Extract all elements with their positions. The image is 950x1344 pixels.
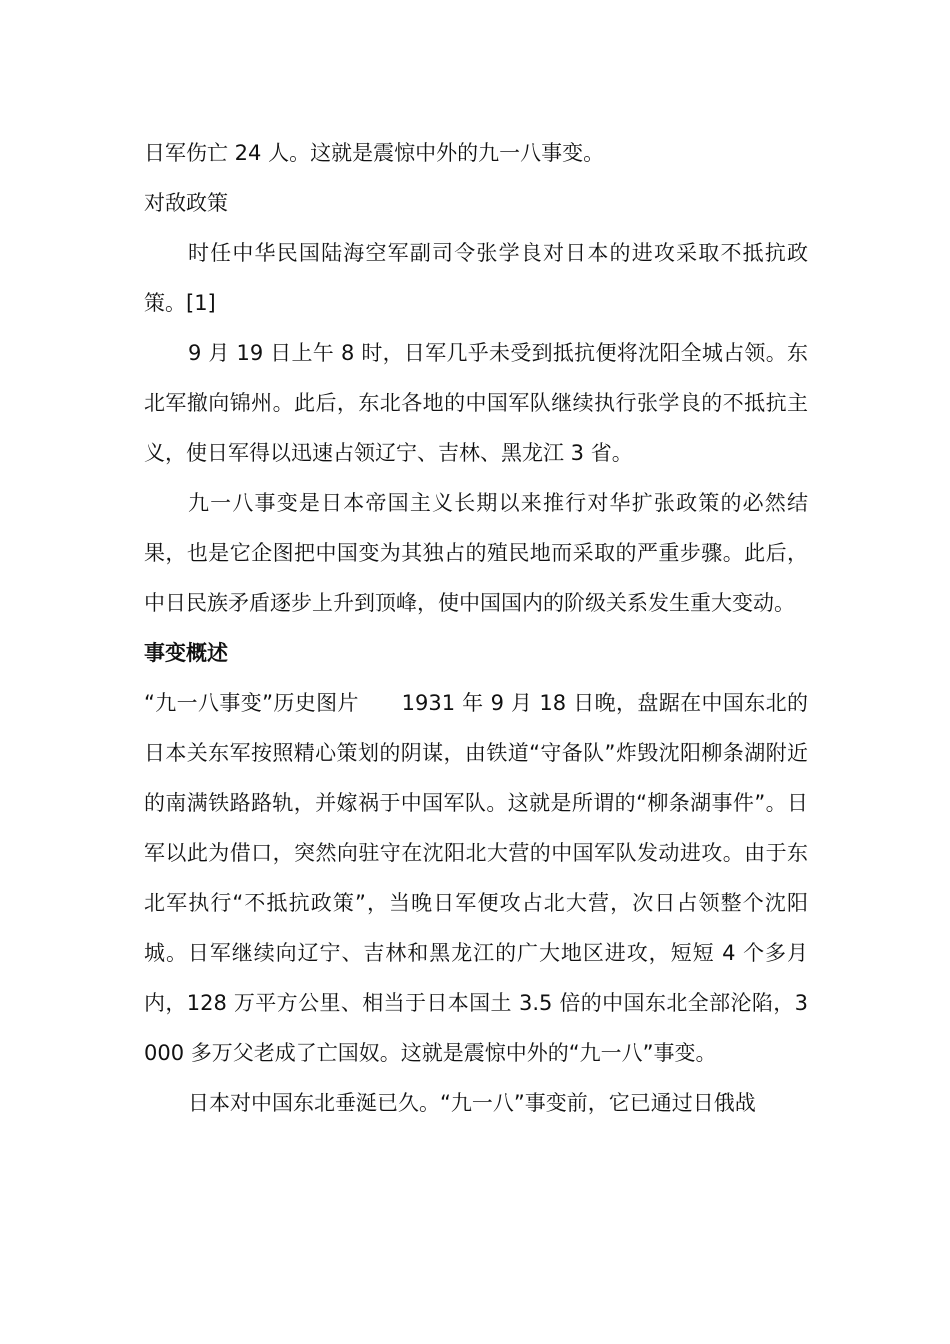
paragraph-significance: 九一八事变是日本帝国主义长期以来推行对华扩张政策的必然结果，也是它企图把中国变为其独占的殖民地而采取的严重步骤。此后，中日民族矛盾逐步上升到顶峰，使中国国内的阶级关系发生重大变动。	[144, 491, 808, 615]
paragraph-non-resistance: 时任中华民国陆海空军副司令张学良对日本的进攻采取不抵抗政策。[1]	[144, 241, 808, 315]
document-body	[144, 128, 808, 1128]
paragraph-background: 日本对中国东北垂涎已久。“九一八”事变前，它已通过日俄战	[188, 1091, 756, 1115]
section-heading-overview: 事变概述	[144, 641, 228, 665]
section-heading-policy: 对敌政策	[144, 191, 228, 215]
paragraph-casualties: 日军伤亡 24 人。这就是震惊中外的九一八事变。	[144, 141, 605, 165]
paragraph-overview: “九一八事变”历史图片 1931 年 9 月 18 日晚，盘踞在中国东北的日本关东军按照精心策划的阴谋，由铁道“守备队”炸毁沈阳柳条湖附近的南满铁路路轨，并嫁祸于中国军队。这就是所谓的“柳条湖事件”。日军以此为借口，突然向驻守在沈阳北大营的中国军队发动进攻。由于东北军执行“不抵抗政策”，当晚日军便攻占北大营，次日占领整个沈阳城。日军继续向辽宁、吉林和黑龙江的广大地区进攻，短短 4 个多月内，128 万平方公里、相当于日本国土 3.5 倍的中国东北全部沦陷，3000 多万父老成了亡国奴。这就是震惊中外的“九一八”事变。	[144, 691, 808, 1065]
paragraph-occupation: 9 月 19 日上午 8 时，日军几乎未受到抵抗便将沈阳全城占领。东北军撤向锦州。此后，东北各地的中国军队继续执行张学良的不抵抗主义，使日军得以迅速占领辽宁、吉林、黑龙江 3 省。	[144, 341, 808, 465]
